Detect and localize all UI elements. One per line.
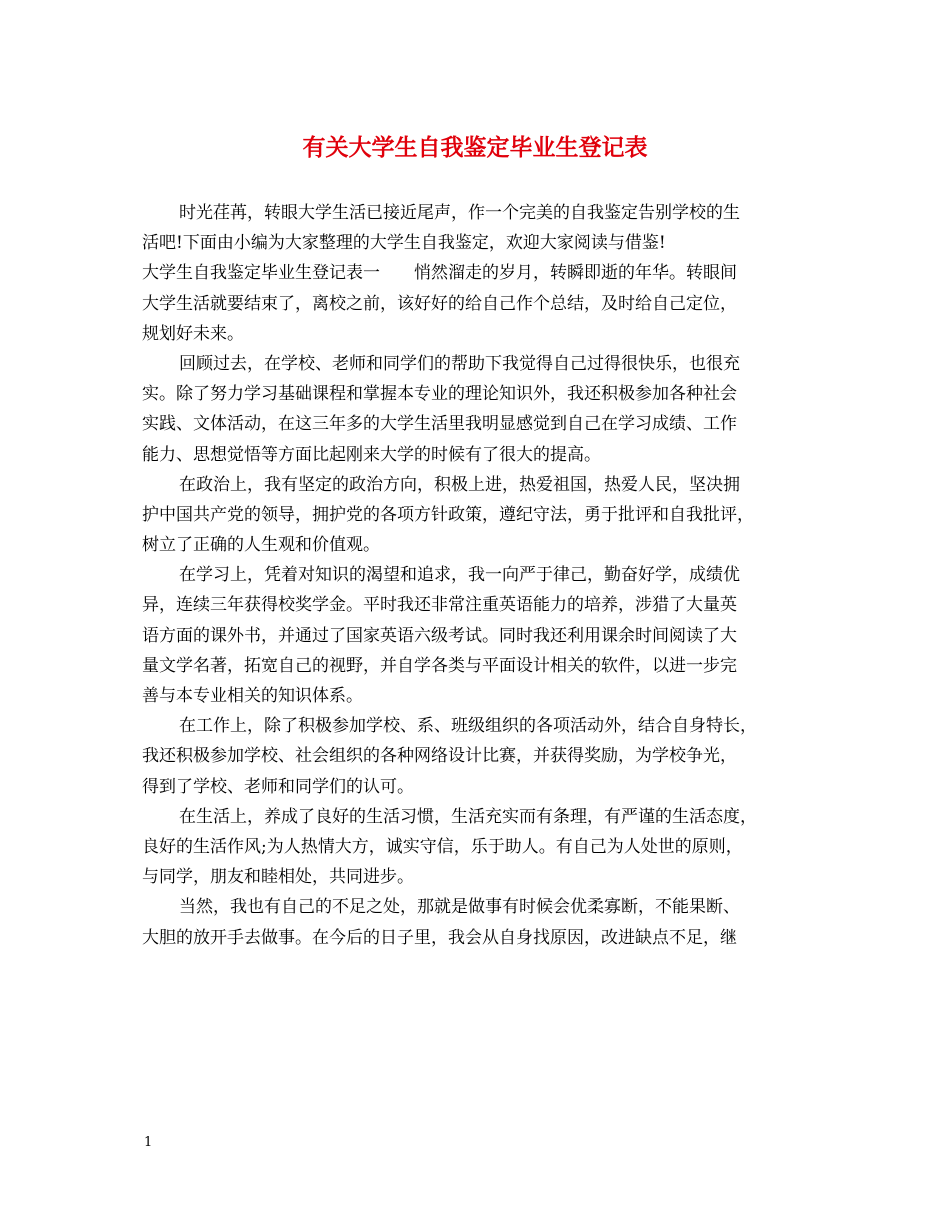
body-line: 回顾过去，在学校、老师和同学们的帮助下我觉得自己过得很快乐，也很充 [179,353,740,374]
body-line: 与同学，朋友和睦相处，共同进步。 [142,867,414,888]
body-line: 规划好未来。 [142,323,244,344]
body-line: 在工作上，除了积极参加学校、系、班级组织的各项活动外，结合自身特长， [179,716,757,737]
page-number: 1 [144,1135,153,1150]
body-line: 得到了学校、老师和同学们的认可。 [142,776,414,797]
body-line: 大胆的放开手去做事。在今后的日子里，我会从自身找原因，改进缺点不足，继 [142,927,737,948]
body-line: 量文学名著，拓宽自己的视野，并自学各类与平面设计相关的软件，以进一步完 [142,655,737,676]
body-line: 大学生自我鉴定毕业生登记表一 悄然溜走的岁月，转瞬即逝的年华。转眼间 [142,263,737,284]
body-line: 时光荏苒，转眼大学生活已接近尾声，作一个完美的自我鉴定告别学校的生 [179,203,740,223]
document-title: 有关大学生自我鉴定毕业生登记表 [302,134,648,161]
body-line: 异，连续三年获得校奖学金。平时我还非常注重英语能力的培养，涉猎了大量英 [142,595,737,616]
body-line: 在政治上，我有坚定的政治方向，积极上进，热爱祖国，热爱人民，坚决拥 [179,474,740,495]
body-line: 在学习上，凭着对知识的渴望和追求，我一向严于律己，勤奋好学，成绩优 [179,565,740,586]
body-line: 在生活上，养成了良好的生活习惯，生活充实而有条理，有严谨的生活态度， [179,806,757,827]
body-line: 树立了正确的人生观和价值观。 [142,535,380,556]
body-line: 善与本专业相关的知识体系。 [142,686,363,706]
body-line: 大学生活就要结束了，离校之前，该好好的给自己作个总结，及时给自己定位， [142,293,737,314]
body-line: 活吧!下面由小编为大家整理的大学生自我鉴定，欢迎大家阅读与借鉴! [142,233,666,254]
body-line: 当然，我也有自己的不足之处，那就是做事有时候会优柔寡断，不能果断、 [179,897,740,918]
body-line: 语方面的课外书，并通过了国家英语六级考试。同时我还利用课余时间阅读了大 [142,625,737,646]
body-line: 实践、文体活动，在这三年多的大学生活里我明显感觉到自己在学习成绩、工作 [142,414,737,435]
body-line: 良好的生活作风;为人热情大方，诚实守信，乐于助人。有自己为人处世的原则， [142,836,743,857]
document-body [142,198,822,953]
body-line: 我还积极参加学校、社会组织的各种网络设计比赛，并获得奖励，为学校争光， [142,746,737,767]
body-line: 能力、思想觉悟等方面比起刚来大学的时候有了很大的提高。 [142,444,601,465]
body-line: 护中国共产党的领导，拥护党的各项方针政策，遵纪守法，勇于批评和自我批评， [142,504,754,525]
body-line: 实。除了努力学习基础课程和掌握本专业的理论知识外，我还积极参加各种社会 [142,384,737,405]
